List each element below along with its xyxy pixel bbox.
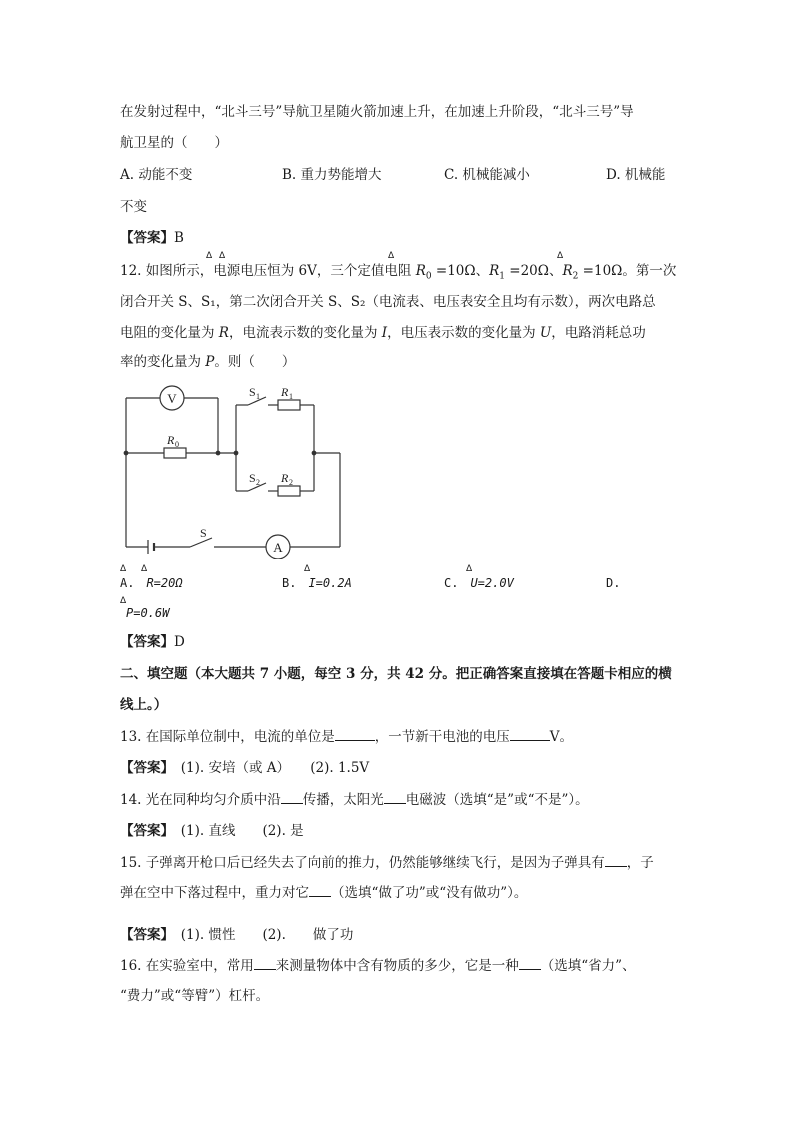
answer-blank xyxy=(510,728,550,741)
delta-mark: Δ xyxy=(120,564,127,574)
r2-subscript: 2 xyxy=(572,271,579,282)
r2-symbol: R xyxy=(562,263,573,279)
q11-option-b: B. 重力势能增大 xyxy=(282,167,382,183)
r2-label-sub: 2 xyxy=(289,478,293,487)
delta-mark: Δ xyxy=(120,596,127,606)
section2-heading-line2: 线上。） xyxy=(120,697,168,713)
delta-mark: Δ xyxy=(141,564,148,574)
delta-mark: Δ xyxy=(388,251,395,261)
s1-label-sub: 1 xyxy=(256,392,260,401)
p-symbol: P xyxy=(205,354,215,370)
q15-text: 15. 子弹离开枪口后已经失去了向前的推力，仍然能够继续飞行，是因为子弹具有 xyxy=(120,855,605,871)
answer-blank xyxy=(254,957,276,970)
q14-answer xyxy=(120,822,304,840)
q12-line3-text: 电阻的变化量为 xyxy=(120,325,219,341)
answer-label: 【答案】 xyxy=(120,927,168,943)
answer-label: 【答案】 xyxy=(120,230,174,246)
answer-label: 【答案】 xyxy=(120,634,174,650)
q15-text: （选填“做了功”或“没有做功”）。 xyxy=(331,885,528,901)
option-letter: B. xyxy=(282,576,309,590)
q16-line2: “费力”或“等臂”）杠杆。 xyxy=(120,988,270,1004)
option-value: U=2.0V xyxy=(470,576,514,590)
r2-label: R xyxy=(281,471,289,485)
option-value: R=20Ω xyxy=(146,576,183,590)
option-value: I=0.2A xyxy=(308,576,352,590)
q13-text: ，一节新干电池的电压 xyxy=(374,729,510,745)
delta-mark: Δ xyxy=(304,564,311,574)
q12-line1-text: 12. 如图所示，电源电压恒为 6V，三个定值电阻 xyxy=(120,263,416,279)
r0-subscript: 0 xyxy=(425,271,432,282)
answer-blank xyxy=(281,791,303,804)
resistor-r0-icon xyxy=(164,448,186,458)
q12-option-a xyxy=(120,574,183,592)
q16-text: 来测量物体中含有物质的多少，它是一种 xyxy=(275,958,519,974)
option-value: P=0.6W xyxy=(126,606,170,620)
answer-value: (1). 直线 (2). 是 xyxy=(167,823,304,839)
option-letter: C. xyxy=(444,576,471,590)
q13-answer xyxy=(120,759,369,777)
resistor-r1-icon xyxy=(278,400,300,410)
q13-question xyxy=(120,728,573,746)
voltmeter-label: V xyxy=(167,391,177,406)
q12-option-b xyxy=(282,574,352,592)
q13-text: V。 xyxy=(549,729,574,745)
i-symbol: I xyxy=(381,325,388,341)
answer-blank xyxy=(384,791,406,804)
answer-value: D xyxy=(174,634,185,650)
r0-label-sub: 0 xyxy=(175,440,179,449)
r-symbol: R xyxy=(218,325,229,341)
r1-label-sub: 1 xyxy=(289,392,293,401)
r1-subscript: 1 xyxy=(499,271,505,282)
q15-line1 xyxy=(120,854,654,872)
q11-answer xyxy=(120,229,184,247)
q16-text: 16. 在实验室中，常用 xyxy=(120,958,254,974)
q12-line4 xyxy=(120,353,295,371)
q14-text: 14. 光在同种均匀介质中沿 xyxy=(120,792,281,808)
delta-mark: Δ xyxy=(557,251,564,261)
answer-value: (1). 安培（或 A） (2). 1.5V xyxy=(167,760,370,776)
q12-line2: 闭合开关 S、S₁，第二次闭合开关 S、S₂（电流表、电压表安全且均有示数），两次电路总 xyxy=(120,294,656,310)
q11-option-d: D. 机械能 xyxy=(606,167,666,183)
circuit-diagram xyxy=(118,384,358,559)
r1-label: R xyxy=(281,385,289,399)
q12-line4-text: 。则（ ） xyxy=(214,354,296,370)
answer-blank xyxy=(519,957,541,970)
q11-option-c: C. 机械能减小 xyxy=(444,167,530,183)
r1-symbol: R xyxy=(489,263,500,279)
q11-option-a: A. 动能不变 xyxy=(120,167,193,183)
q14-text: 传播，太阳光 xyxy=(302,792,384,808)
option-letter: A. xyxy=(120,576,147,590)
junction-dot xyxy=(216,451,220,455)
answer-blank xyxy=(605,854,627,867)
q11-line1: 在发射过程中，“北斗三号”导航卫星随火箭加速上升，在加速上升阶段，“北斗三号”导 xyxy=(120,104,634,120)
r0-symbol: R xyxy=(415,263,426,279)
q13-text: 13. 在国际单位制中，电流的单位是 xyxy=(120,729,335,745)
r0-label: R xyxy=(167,433,175,447)
answer-blank xyxy=(309,884,331,897)
q12-line3-text: ，电流表示数的变化量为 xyxy=(228,325,382,341)
answer-label: 【答案】 xyxy=(120,760,168,776)
answer-blank xyxy=(335,728,375,741)
delta-mark: Δ xyxy=(466,564,473,574)
q11-line2: 航卫星的（ ） xyxy=(120,135,228,151)
s1-label: S xyxy=(249,385,256,399)
q14-text: 电磁波（选填“是”或“不是”）。 xyxy=(405,792,589,808)
r2-value: =10Ω。第一次 xyxy=(578,263,677,279)
q15-line2 xyxy=(120,884,527,902)
q12-option-c xyxy=(444,574,514,592)
q16-line1 xyxy=(120,957,636,975)
q12-option-d-cont xyxy=(126,604,169,622)
u-symbol: U xyxy=(539,325,552,341)
q11-option-d-cont: 不变 xyxy=(120,199,147,215)
answer-value: B xyxy=(174,230,184,246)
q12-line3-text: ，电路消耗总功 xyxy=(551,325,646,341)
r0-value: =10Ω、 xyxy=(431,263,490,279)
q15-text: ，子 xyxy=(626,855,654,871)
answer-value: (1). 惯性 (2). 做了功 xyxy=(167,927,354,943)
q15-text: 弹在空中下落过程中，重力对它 xyxy=(120,885,309,901)
delta-mark: Δ xyxy=(206,251,213,261)
q16-text: （选填“省力”、 xyxy=(540,958,636,974)
section2-heading-line1: 二、填空题（本大题共 7 小题，每空 3 分，共 42 分。把正确答案直接填在答题卡相应的横 xyxy=(120,666,672,682)
q12-line3-text: ，电压表示数的变化量为 xyxy=(387,325,540,341)
s2-label: S xyxy=(249,471,256,485)
q12-answer xyxy=(120,633,185,651)
q15-answer xyxy=(120,926,353,944)
q12-option-d: D. xyxy=(606,576,621,590)
delta-mark: Δ xyxy=(219,251,226,261)
answer-label: 【答案】 xyxy=(120,823,168,839)
r1-value: =20Ω、 xyxy=(504,263,563,279)
q12-line1 xyxy=(120,262,676,286)
junction-dot xyxy=(124,451,128,455)
s2-label-sub: 2 xyxy=(256,478,260,487)
q14-question xyxy=(120,791,589,809)
resistor-r2-icon xyxy=(278,486,300,496)
q12-line4-text: 率的变化量为 xyxy=(120,354,206,370)
ammeter-label: A xyxy=(273,540,283,555)
q12-line3 xyxy=(120,324,646,342)
s-label: S xyxy=(200,526,207,540)
